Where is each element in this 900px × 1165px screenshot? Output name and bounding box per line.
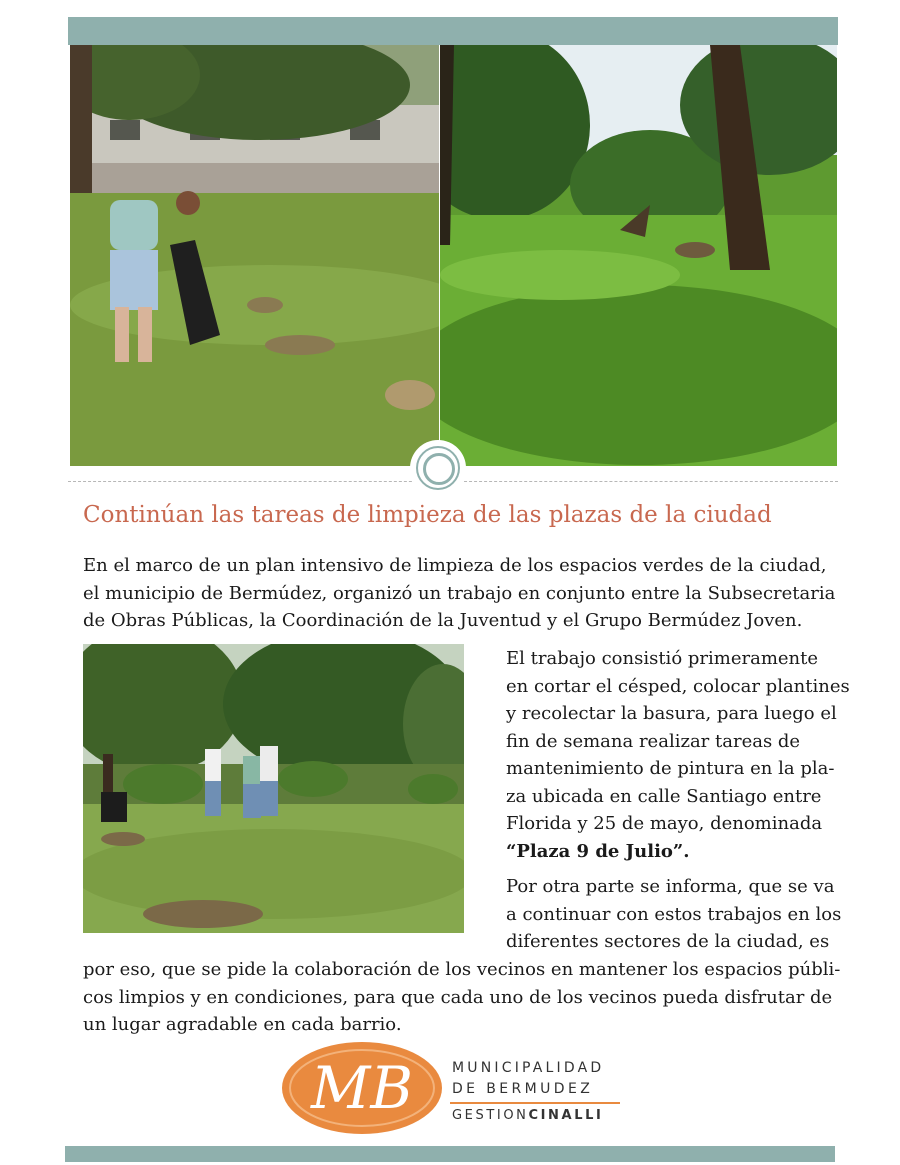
paragraph-2 [506,873,846,956]
paragraph-1-line: za ubicada en calle Santiago entre [506,785,822,807]
article-title: Continúan las tareas de limpieza de las plazas de la ciudad [83,502,772,528]
paragraph-3-line: cos limpios y en condiciones, para que cada uno de los vecinos pueda disfrutar de [83,986,833,1008]
intro-paragraph: En el marco de un plan intensivo de limpieza de los espacios verdes de la ciudad, el municipio de Bermúdez, organizó un trabajo en conjunto entre la Subsecretaria de Obras Públicas, la Coordinación de la Juventud y el Grupo Bermúdez Joven. [83,555,836,631]
logo-line-2: DE BERMUDEZ [452,1081,594,1097]
paragraph-1-line: fin de semana realizar tareas de [506,730,801,752]
photo-youth-cleaning-plaza [70,45,439,466]
paragraph-2-line: Por otra parte se informa, que se va [506,876,835,897]
photo-clean-park [440,45,837,466]
mb-monogram-icon [280,1040,445,1136]
paragraph-3-line: un lugar agradable en cada barrio. [83,1014,402,1035]
paragraph-1-line: El trabajo consistió primeramente [506,648,819,669]
paragraph-1 [506,645,850,865]
paragraph-2-line: a continuar con estos trabajos en los [506,903,842,925]
circle-ornament-icon [410,440,466,496]
paragraph-3-line: por eso, que se pide la colaboración de los vecinos en mantener los espacios públi- [83,959,841,980]
logo-monogram: MB [310,1054,414,1122]
logo-divider [450,1102,620,1104]
plaza-name: “Plaza 9 de Julio”. [506,840,690,862]
bottom-band [65,1146,835,1162]
logo-line-1: MUNICIPALIDAD [452,1060,605,1076]
paragraph-2-line: diferentes sectores de la ciudad, es [506,931,830,952]
photo-volunteers-in-plaza [83,644,464,933]
paragraph-1-line: y recolectar la basura, para luego el [506,703,837,724]
top-band [68,17,838,45]
logo-line-3-regular: GESTION [452,1108,529,1123]
municipality-logo [280,1036,625,1140]
logo-line-3 [452,1108,603,1123]
paragraph-1-line: en cortar el césped, colocar plantines [506,675,850,697]
paragraph-1-line: Florida y 25 de mayo, denominada [506,813,823,834]
paragraph-1-line: mantenimiento de pintura en la pla- [506,758,835,779]
logo-line-3-bold: CINALLI [528,1108,604,1123]
paragraph-3 [83,956,843,1039]
